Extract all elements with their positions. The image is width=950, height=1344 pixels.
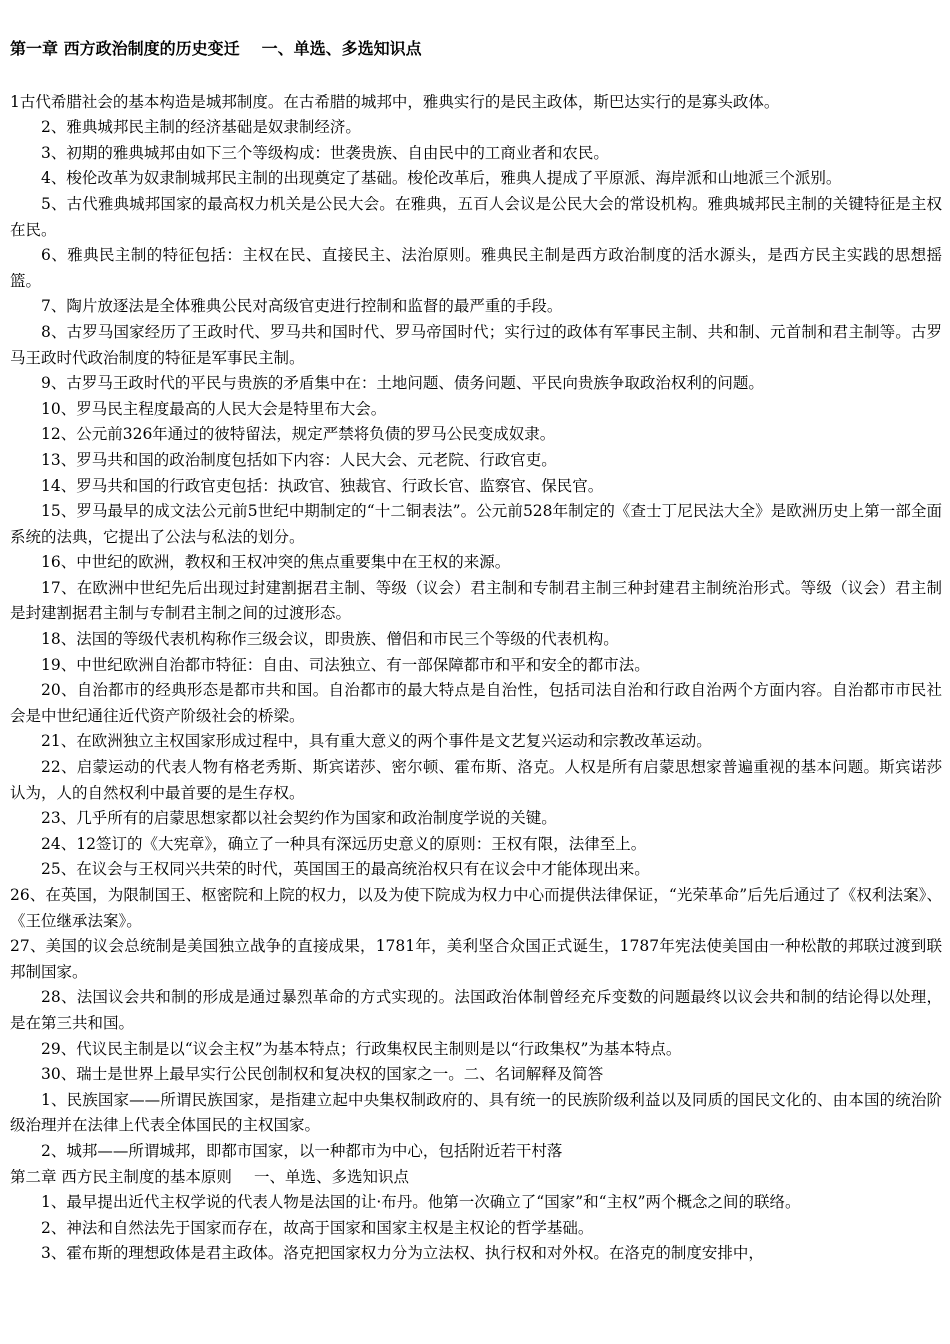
point-13: 13、罗马共和国的政治制度包括如下内容：人民大会、元老院、行政官吏。 [41,450,557,469]
point-20: 20、自治都市的经典形态是都市共和国。自治都市的最大特点是自治性，包括司法自治和行政自治两个方面内容。自治都市市民社会是中世纪通往近代资产阶级社会的桥梁。 [10,681,942,725]
point-12: 12、公元前326年通过的彼特留法，规定严禁将负债的罗马公民变成奴隶。 [41,425,556,444]
ch2-point-3: 3、霍布斯的理想政体是君主政体。洛克把国家权力分为立法权、执行权和对外权。在洛克的制度安排中， [41,1244,764,1263]
point-1: 1古代希腊社会的基本构造是城邦制度。在古希腊的城邦中，雅典实行的是民主政体，斯巴达实行的是寡头政体。 [10,92,780,111]
point-5: 5、古代雅典城邦国家的最高权力机关是公民大会。在雅典，五百人会议是公民大会的常设机构。雅典城邦民主制的关键特征是主权在民。 [10,194,942,239]
point-7: 7、陶片放逐法是全体雅典公民对高级官吏进行控制和监督的最严重的手段。 [41,297,563,316]
chapter-2-heading [10,1165,942,1191]
chapter-1-title: 第一章 西方政治制度的历史变迁 [10,39,240,58]
chapter-1-subtitle: 一、单选、多选知识点 [261,39,422,58]
chapter-2-title: 第二章 西方民主制度的基本原则 [10,1167,232,1186]
point-28: 28、法国议会共和制的形成是通过暴烈革命的方式实现的。法国政治体制曾经充斥变数的问题最终以议会共和制的结论得以处理，是在第三共和国。 [10,988,942,1032]
point-24: 24、12签订的《大宪章》，确立了一种具有深远历史意义的原则：王权有限，法律至上。 [41,834,647,853]
point-2: 2、雅典城邦民主制的经济基础是奴隶制经济。 [41,118,361,137]
point-19: 19、中世纪欧洲自治都市特征：自由、司法独立、有一部保障都市和平和安全的都市法。 [41,655,650,674]
point-17: 17、在欧洲中世纪先后出现过封建割据君主制、等级（议会）君主制和专制君主制三种封建君主制统治形式。等级（议会）君主制是封建割据君主制与专制君主制之间的过渡形态。 [10,578,942,623]
point-25: 25、在议会与王权同兴共荣的时代，英国国王的最高统治权只有在议会中才能体现出来。 [41,860,650,879]
point-22: 22、启蒙运动的代表人物有格老秀斯、斯宾诺莎、密尔顿、霍布斯、洛克。人权是所有启蒙思想家普遍重视的基本问题。斯宾诺莎认为，人的自然权利中最首要的是生存权。 [10,758,942,802]
point-29: 29、代议民主制是以“议会主权”为基本特点；行政集权民主制则是以“行政集权”为基本特点。 [41,1039,682,1058]
term-city-state: 2、城邦——所谓城邦，即都市国家，以一种都市为中心，包括附近若干村落 [41,1141,563,1160]
point-21: 21、在欧洲独立主权国家形成过程中，具有重大意义的两个事件是文艺复兴运动和宗教改革运动。 [41,732,712,751]
chapter-1-heading [10,36,942,62]
point-10: 10、罗马民主程度最高的人民大会是特里布大会。 [41,399,387,418]
point-15: 15、罗马最早的成文法公元前5世纪中期制定的“十二铜表法”。公元前528年制定的《查士丁尼民法大全》是欧洲历史上第一部全面系统的法典，它提出了公法与私法的划分。 [10,502,942,546]
point-27: 27、美国的议会总统制是美国独立战争的直接成果，1781年，美利坚合众国正式诞生，1787年宪法使美国由一种松散的邦联过渡到联邦制国家。 [10,937,942,981]
point-4: 4、梭伦改革为奴隶制城邦民主制的出现奠定了基础。梭伦改革后，雅典人提成了平原派、海岸派和山地派三个派别。 [41,169,842,188]
point-6: 6、雅典民主制的特征包括：主权在民、直接民主、法治原则。雅典民主制是西方政治制度的活水源头，是西方民主实践的思想摇篮。 [10,246,942,290]
chapter-2-body [10,1190,942,1267]
point-9: 9、古罗马王政时代的平民与贵族的矛盾集中在：土地问题、债务问题、平民向贵族争取政治权利的问题。 [41,374,764,393]
point-30: 30、瑞士是世界上最早实行公民创制权和复决权的国家之一。二、名词解释及简答 [41,1065,604,1084]
chapter-1-body [10,90,942,1165]
term-nation-state: 1、民族国家——所谓民族国家，是指建立起中央集权制政府的、具有统一的民族阶级利益以及同质的国民文化的、由本国的统治阶级治理并在法律上代表全体国民的主权国家。 [10,1090,942,1135]
point-23: 23、几乎所有的启蒙思想家都以社会契约作为国家和政治制度学说的关键。 [41,809,557,828]
ch2-point-2: 2、神法和自然法先于国家而存在，故高于国家和国家主权是主权论的哲学基础。 [41,1218,594,1237]
point-26: 26、在英国，为限制国王、枢密院和上院的权力，以及为使下院成为权力中心而提供法律保证，“光荣革命”后先后通过了《权利法案》、《王位继承法案》。 [10,886,942,930]
ch2-point-1: 1、最早提出近代主权学说的代表人物是法国的让·布丹。他第一次确立了“国家”和“主权”两个概念之间的联络。 [41,1193,801,1212]
chapter-2-subtitle: 一、单选、多选知识点 [253,1167,409,1186]
point-3: 3、初期的雅典城邦由如下三个等级构成：世袭贵族、自由民中的工商业者和农民。 [41,143,609,162]
point-16: 16、中世纪的欧洲，教权和王权冲突的焦点重要集中在王权的来源。 [41,553,511,572]
point-14: 14、罗马共和国的行政官吏包括：执政官、独裁官、行政长官、监察官、保民官。 [41,476,604,495]
point-18: 18、法国的等级代表机构称作三级会议，即贵族、僧侣和市民三个等级的代表机构。 [41,630,619,649]
point-8: 8、古罗马国家经历了王政时代、罗马共和国时代、罗马帝国时代；实行过的政体有军事民主制、共和制、元首制和君主制等。古罗马王政时代政治制度的特征是军事民主制。 [10,322,942,367]
